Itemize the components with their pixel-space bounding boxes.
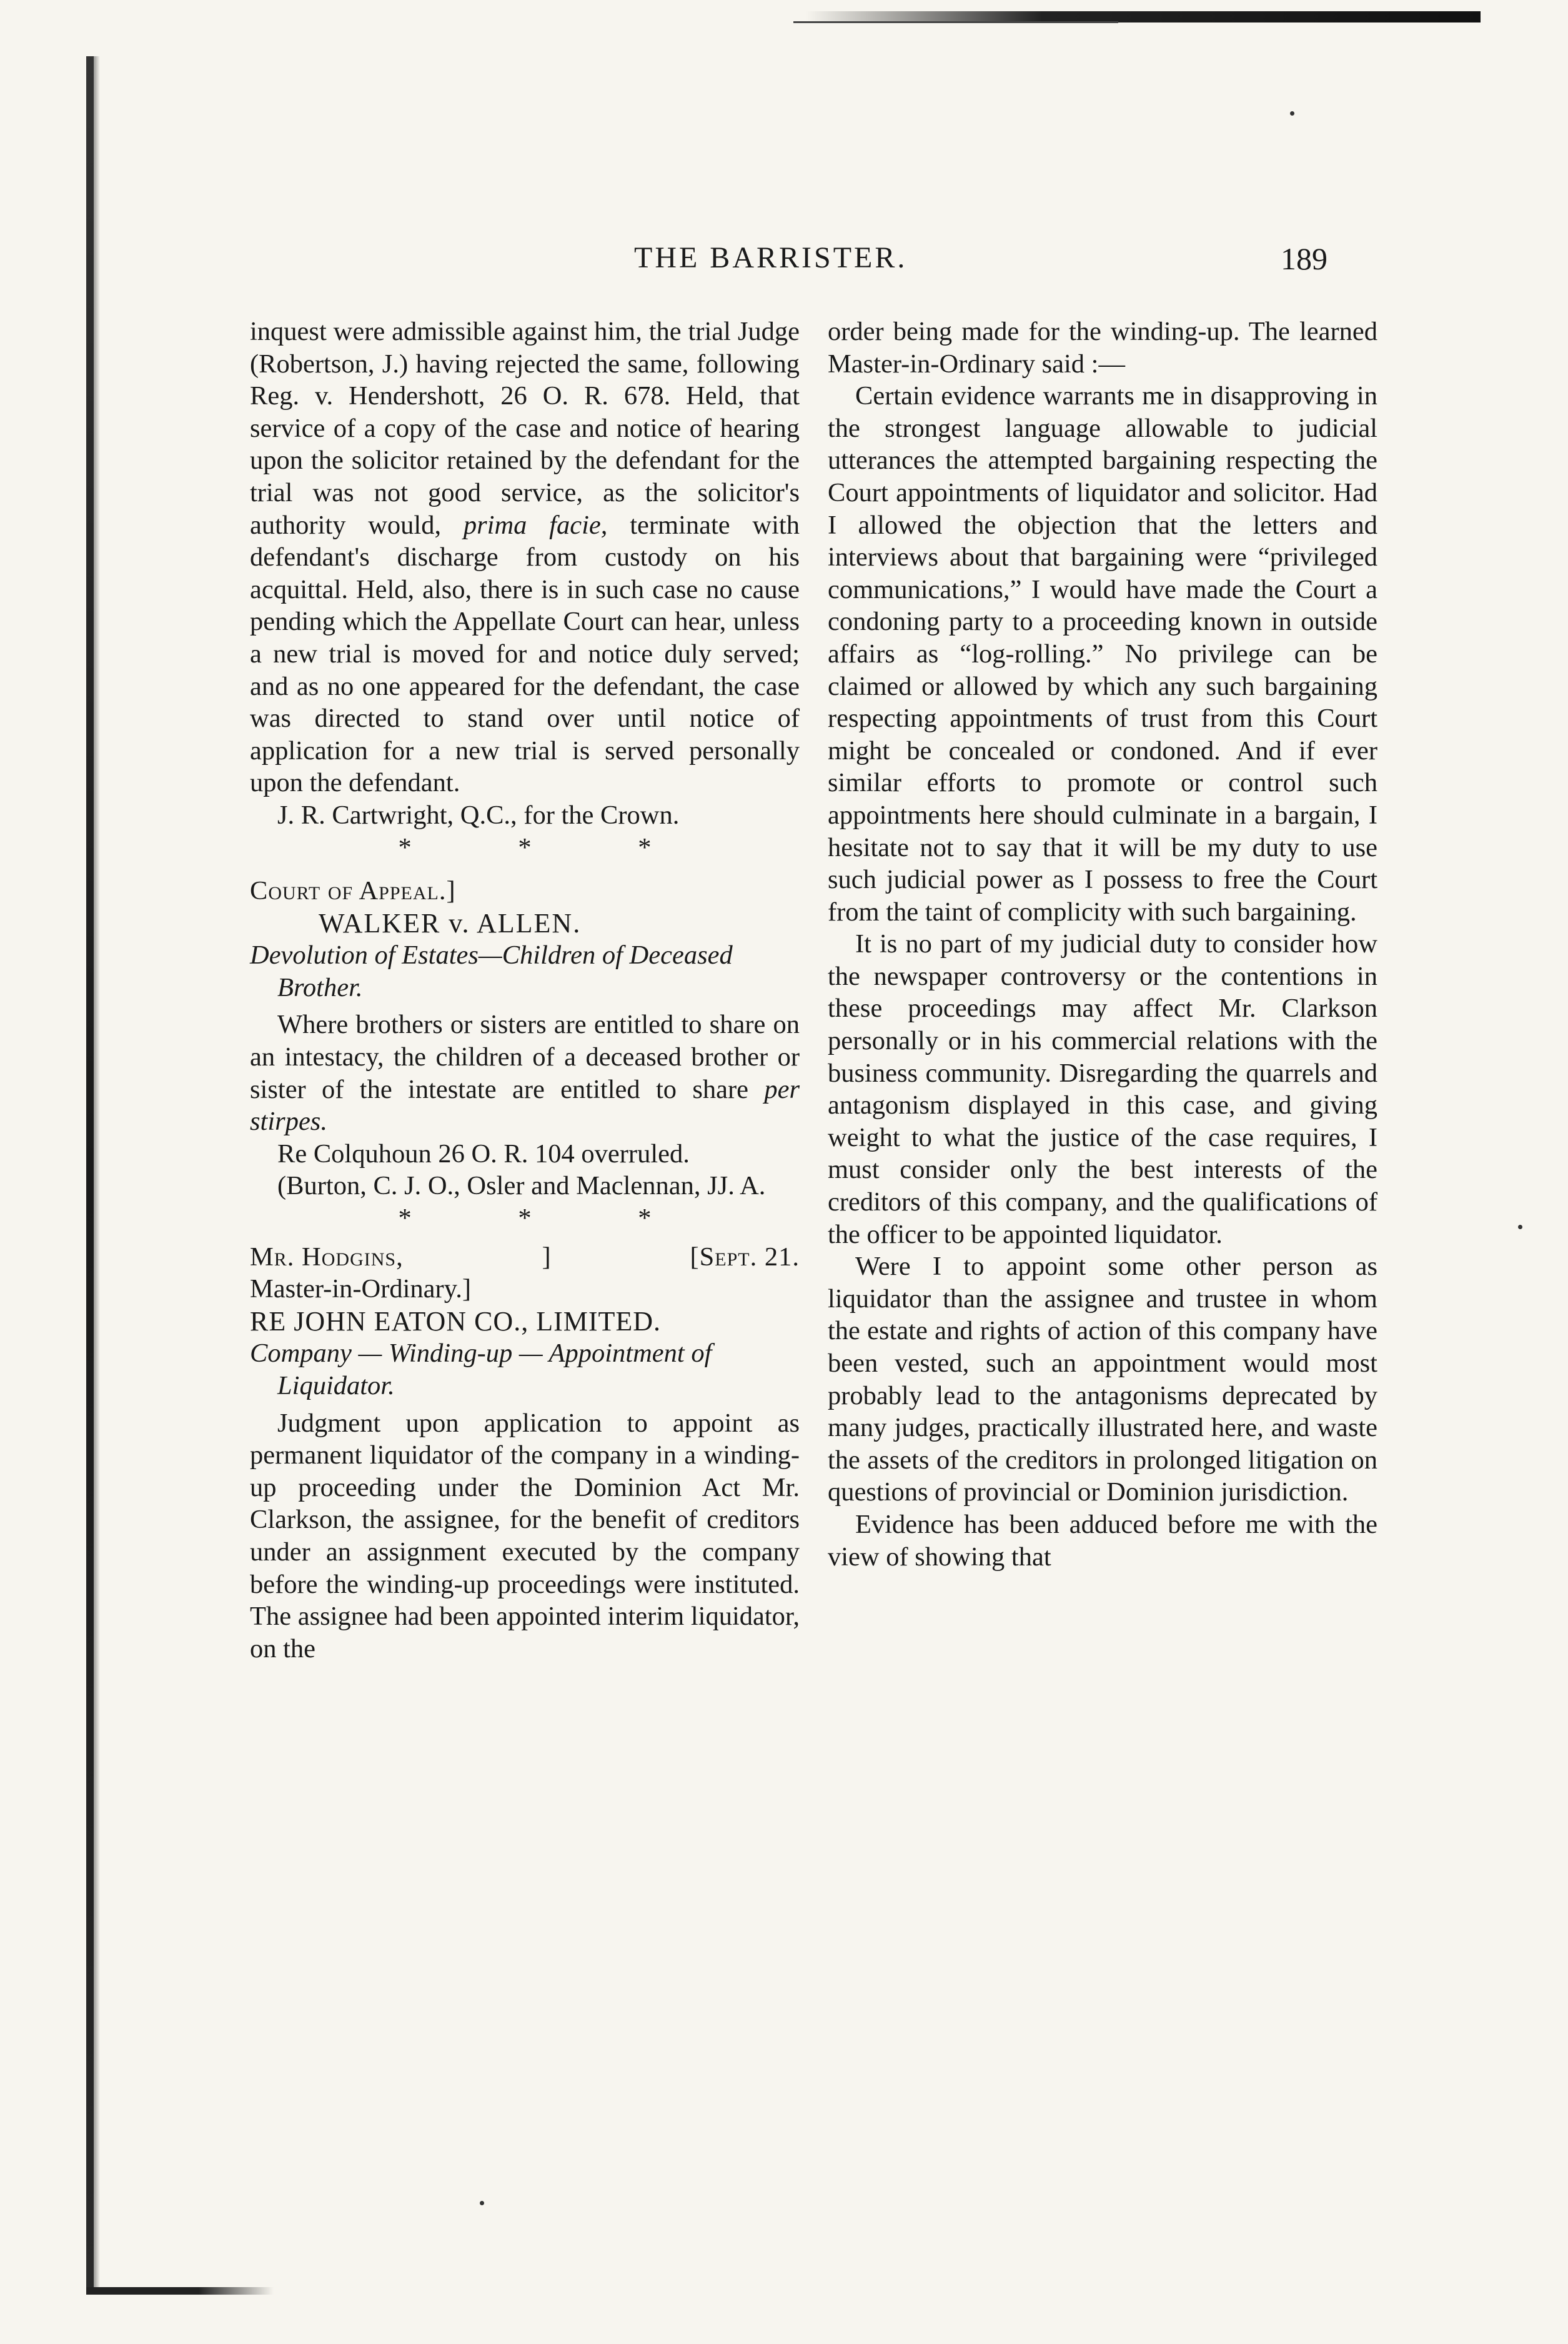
case-title: WALKER v. ALLEN. xyxy=(319,907,582,939)
court-name: Court of Appeal.] xyxy=(250,876,456,906)
paragraph: J. R. Cartwright, Q.C., for the Crown. xyxy=(277,800,680,830)
paragraph-text: terminate with defendant's discharge from custody on his acquittal. Held, also, there is in such case no cause pending which the Appellate Court can hear, unless a new trial is moved for and notice duly served; and as no one appeared for the defendant, the case was directed to stand over until notice of application for a new trial is served personally upon the defendant. xyxy=(250,510,800,798)
judge-title: Master-in-Ordinary.] xyxy=(250,1274,471,1304)
paragraph: Judgment upon application to appoint as permanent liquidator of the company in a winding-up proceeding under the Dominion Act Mr. Clarkson, the assignee, for the benefit of creditors under an assignment executed by the company before the winding-up proceedings were instituted. The assignee had been appointed interim liquidator, on the xyxy=(250,1408,800,1663)
paragraph: order being made for the winding-up. The learned Master-in-Ordinary said :— xyxy=(828,317,1377,379)
judge-line xyxy=(250,1241,800,1274)
judge-name: Mr. Hodgins, xyxy=(250,1242,404,1272)
paragraph-italic: prima facie, xyxy=(463,510,608,540)
paragraph: Certain evidence warrants me in disapproving in the strongest language allowable to judicial utterances the attempted bargaining respecting the Court appointments of liquidator and solicitor. Had I allowed the objection that the letters and interviews about that bargaining were “privileged communications,” I would have made the Court a condoning party to a proceeding known in outside affairs as “log-rolling.” No privilege can be claimed or allowed by which any such bargaining respecting appointments of trust from this Court might be concealed or condoned. And if ever similar efforts to promote or control such appointments here should culminate in a bargain, I hesitate not to say that it will be my duty to use such judicial power as I possess to free the Court from the taint of complicity with such bargaining. xyxy=(828,381,1377,927)
left-column xyxy=(250,316,800,1665)
scan-top-rule-thin xyxy=(793,21,1118,23)
page-bottom-edge xyxy=(86,2287,274,2295)
section-separator: * * * xyxy=(398,832,702,862)
case-headnote: Company — Winding-up — Appointment of Liquidator. xyxy=(250,1339,712,1400)
paragraph: It is no part of my judicial duty to consider how the newspaper controversy or the contentions in these proceedings may affect Mr. Clarkson personally or in his commercial relations with the business community. Disregarding the quarrels and antagonism displayed in this case, and giving weight to what the justice of the case requires, I must consider only the best interests of the creditors of this company, and the qualifications of the officer to be appointed liquidator. xyxy=(828,929,1377,1249)
page-binding-edge xyxy=(86,56,94,2293)
scan-speck xyxy=(1518,1225,1522,1229)
paragraph xyxy=(250,316,800,799)
paragraph: Evidence has been adduced before me with the view of showing that xyxy=(828,1509,1377,1572)
bracket: ] xyxy=(542,1242,552,1272)
paragraph xyxy=(250,1009,800,1137)
scan-speck xyxy=(480,2201,484,2205)
page-binding-shadow xyxy=(94,56,100,2293)
paragraph-italic: per stirpes. xyxy=(250,1074,800,1137)
case-headnote: Devolution of Estates—Children of Deceased Brother. xyxy=(250,940,733,1002)
paragraph-text: Where brothers or sisters are entitled to share on an intestacy, the children of a deceased brother or sister of the intestate are entitled to share xyxy=(250,1010,800,1104)
paragraph: (Burton, C. J. O., Osler and Maclennan, JJ. A. xyxy=(277,1171,766,1201)
right-column xyxy=(828,316,1377,1573)
running-head: THE BARRISTER. xyxy=(634,241,908,274)
paragraph: Re Colquhoun 26 O. R. 104 overruled. xyxy=(277,1139,690,1169)
paragraph-text: inquest were admissible against him, the trial Judge (Robertson, J.) having rejected the same, following Reg. v. Hendershott, 26 O. R. 678. Held, that service of a copy of the case and notice of hearing upon the solicitor retained by the defendant for the trial was not good service, as the solicitor's authority would, xyxy=(250,317,800,540)
section-separator: * * * xyxy=(398,1204,702,1234)
page-number: 189 xyxy=(1281,241,1327,276)
case-title: RE JOHN EATON CO., LIMITED. xyxy=(250,1305,662,1337)
paragraph: Were I to appoint some other person as liquidator than the assignee and trustee in whom the estate and rights of action of this company have been vested, such an appointment would most probably lead to the antagonisms deprecated by many judges, practically illustrated here, and waste the assets of the creditors in prolonged litigation on questions of provincial or Dominion jurisdiction. xyxy=(828,1252,1377,1507)
judgment-date: [Sept. 21. xyxy=(690,1242,800,1272)
scan-speck xyxy=(1290,111,1294,116)
